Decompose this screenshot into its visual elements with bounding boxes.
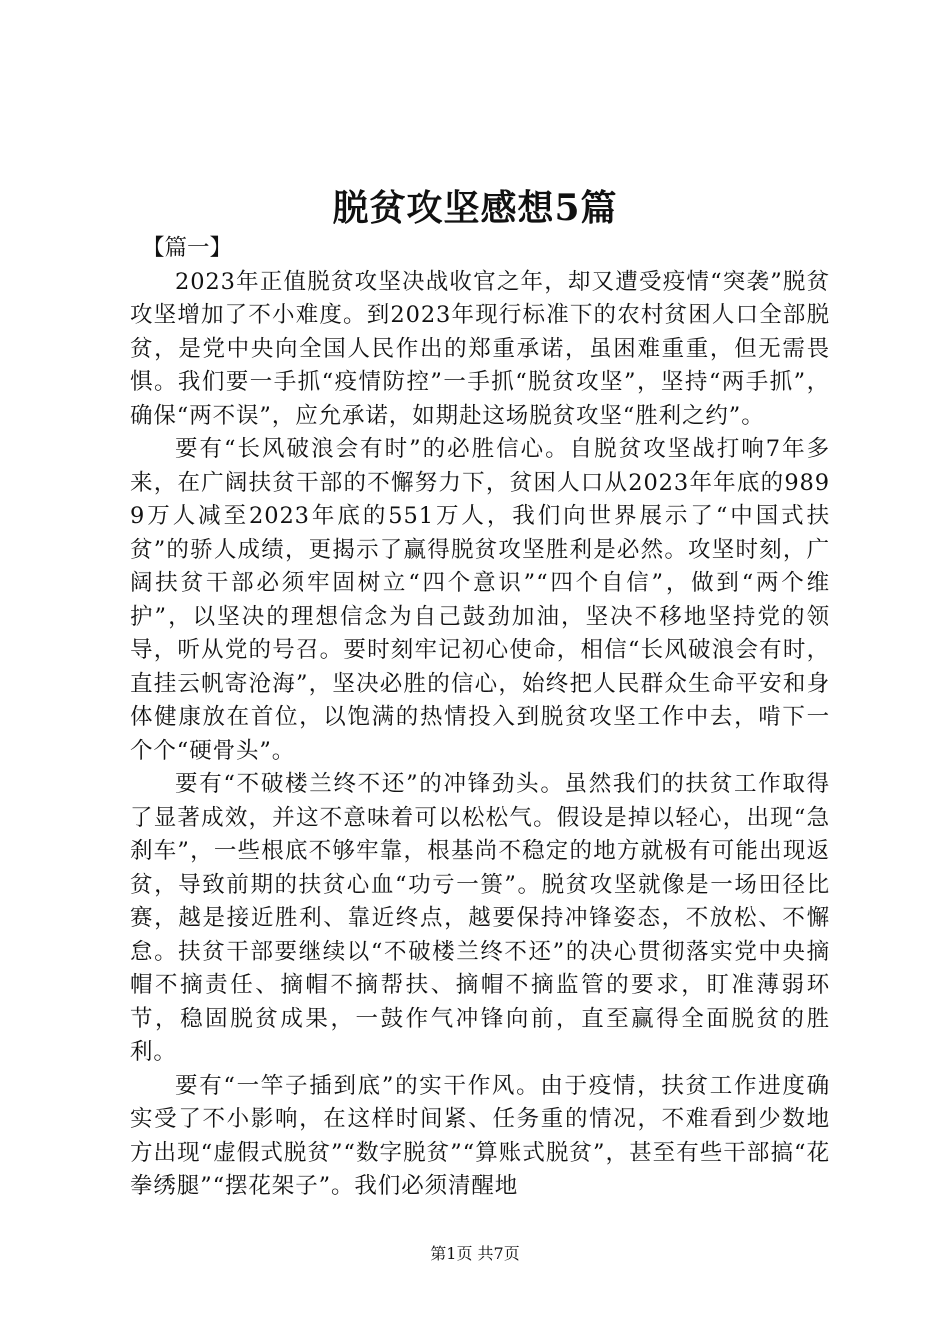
paragraph-1: 2023年正值脱贫攻坚决战收官之年，却又遭受疫情“突袭”脱贫攻坚增加了不小难度。到2023年现行标准下的农村贫困人口全部脱贫，是党中央向全国人民作出的郑重承诺，虽困难重重，但无需畏惧。我们要一手抓“疫情防控”一手抓“脱贫攻坚”，坚持“两手抓”，确保“两不误”，应允承诺，如期赴这场脱贫攻坚“胜利之约”。 [130,268,830,429]
paragraph-4: 要有“一竿子插到底”的实干作风。由于疫情，扶贫工作进度确实受了不小影响，在这样时间紧、任务重的情况，不难看到少数地方出现“虚假式脱贫”“数字脱贫”“算账式脱贫”，甚至有些干部搞“花拳绣腿”“摆花架子”。我们必须清醒地 [130,1072,830,1199]
document-title: 脱贫攻坚感想5篇 [332,187,618,229]
paragraph-2: 要有“长风破浪会有时”的必胜信心。自脱贫攻坚战打响7年多来，在广阔扶贫干部的不懈努力下，贫困人口从2023年年底的9899万人减至2023年底的551万人，我们向世界展示了“中国式扶贫”的骄人成绩，更揭示了赢得脱贫攻坚胜利是必然。攻坚时刻，广阔扶贫干部必须牢固树立“四个意识”“四个自信”，做到“两个维护”，以坚决的理想信念为自己鼓劲加油，坚决不移地坚持党的领导，听从党的号召。要时刻牢记初心使命，相信“长风破浪会有时，直挂云帆寄沧海”，坚决必胜的信心，始终把人民群众生命平安和身体健康放在首位，以饱满的热情投入到脱贫攻坚工作中去，啃下一个个“硬骨头”。 [130,436,830,764]
paragraph-3: 要有“不破楼兰终不还”的冲锋劲头。虽然我们的扶贫工作取得了显著成效，并这不意味着可以松松气。假设是掉以轻心，出现“急刹车”，一些根底不够牢靠，根基尚不稳定的地方就极有可能出现返贫，导致前期的扶贫心血“功亏一篑”。脱贫攻坚就像是一场田径比赛，越是接近胜利、靠近终点，越要保持冲锋姿态，不放松、不懈怠。扶贫干部要继续以“不破楼兰终不还”的决心贯彻落实党中央摘帽不摘责任、摘帽不摘帮扶、摘帽不摘监管的要求，盯准薄弱环节，稳固脱贫成果，一鼓作气冲锋向前，直至赢得全面脱贫的胜利。 [130,771,830,1065]
document-body [130,232,830,1204]
page-footer: 第1页 共7页 [430,1244,520,1263]
section-heading: 【篇一】 [142,235,233,261]
